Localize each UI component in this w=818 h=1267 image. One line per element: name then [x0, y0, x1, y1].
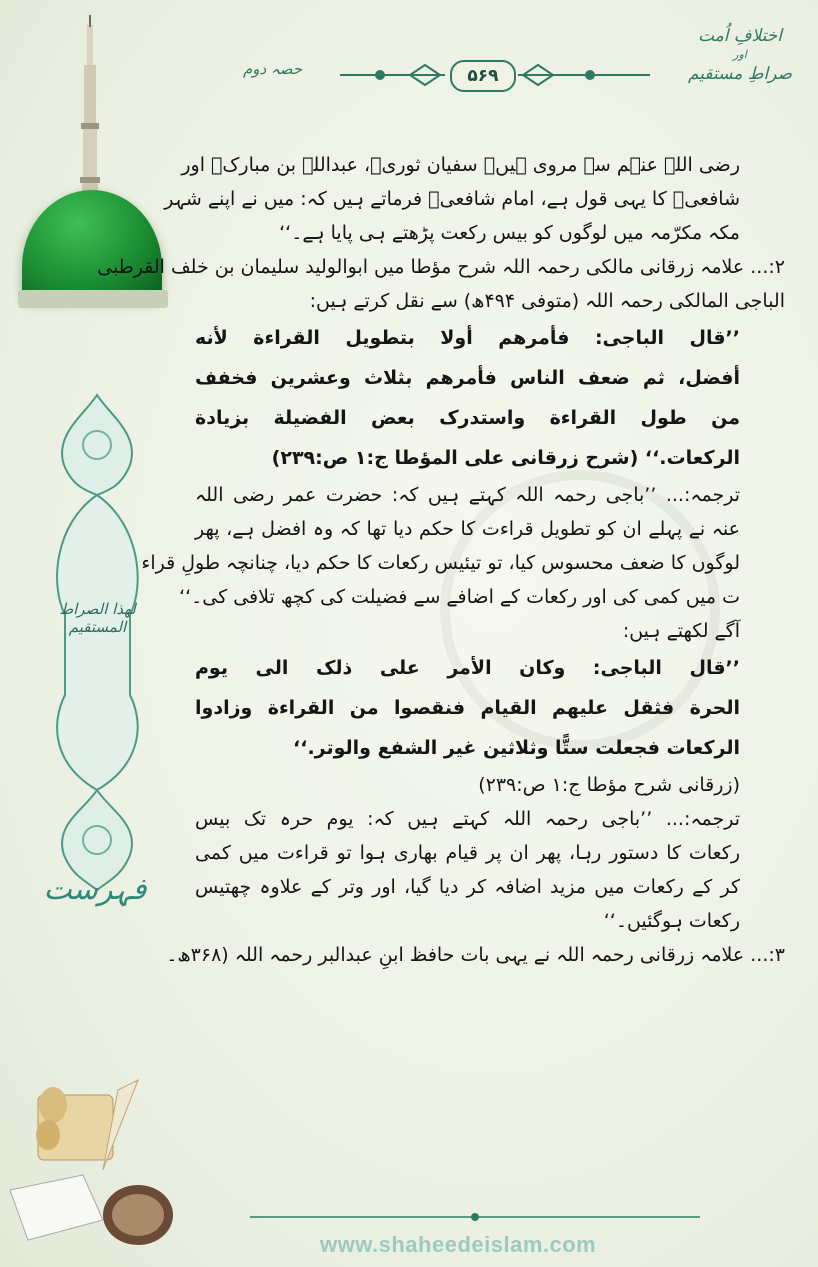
minaret-illustration [75, 15, 105, 215]
arabic-quote-line: من طول القراءة واستدرک بعض الفضيلة بزيادة [195, 407, 740, 429]
text-line: عنہ نے پہلے ان کو تطویل قراءت کا حکم دیا تھا کہ وہ افضل ہے، پھر [195, 518, 740, 540]
footer-divider [250, 1212, 700, 1222]
text-line: ترجمہ:... ’’باجی رحمہ اللہ کہتے ہیں کہ: حضرت عمر رضی اللہ [195, 484, 740, 506]
arabic-quote-line: ’’قال الباجی: فأمرهم أولا بتطويل القراءة لأنه [195, 327, 740, 349]
page-number: ۵۶۹ [450, 60, 516, 92]
book-title-line3: صراطِ مستقیم [687, 64, 793, 84]
dome-base [18, 290, 168, 308]
text-line: ت میں کمی کی اور رکعات کے اضافے سے فضیلت کی کچھ تلافی کی۔‘‘ [179, 586, 740, 608]
page-number-banner [340, 55, 650, 95]
section-label: حصہ دوم [243, 60, 303, 78]
book-title-line2: اور [733, 48, 747, 61]
citation-line: (زرقانی شرح مؤطا ج:۱ ص:۲۳۹) [478, 774, 740, 796]
text-line: الباجی المالکی رحمہ اللہ (متوفی ۴۹۴ھ) سے نقل کرتے ہیں: [309, 290, 785, 312]
text-line: ۲:... علامہ زرقانی مالکی رحمہ اللہ شرح مؤطا میں ابوالولید سلیمان بن خلف القرطبی [97, 256, 785, 278]
decorative-ornament [50, 395, 145, 890]
website-url[interactable]: www.shaheedeislam.com [320, 1232, 597, 1257]
contents-link[interactable]: فہرست [43, 872, 147, 907]
text-line: رضی اللہ عنہم سے مروی ہیں۔ سفیان ثوریؒ، عبداللہ بن مبارکؒ اور [181, 154, 740, 176]
arabic-quote-line: ’’قال الباجی: وكان الأمر على ذلک الی يوم [195, 657, 740, 679]
book-title [680, 22, 800, 88]
text-line: شافعیؒ کا یہی قول ہے، امام شافعیؒ فرماتے ہیں کہ: میں نے اپنے شہر [164, 188, 740, 210]
text-line: ترجمہ:... ’’باجی رحمہ اللہ کہتے ہیں کہ: یوم حرہ تک بیس [195, 808, 740, 830]
ornament-label: لھذا الصراط المستقیم [59, 600, 136, 636]
arabic-quote-line: الركعات.‘‘ (شرح زرقانی علی المؤطا ج:۱ ص:۲۳۹) [271, 447, 740, 469]
text-line: آگے لکھتے ہیں: [622, 620, 740, 642]
arabic-quote-line: الحرة فثقل عليهم القيام فنقصوا من القراءة وزادوا [195, 697, 740, 719]
text-line: رکعات ہوگئیں۔‘‘ [603, 910, 740, 932]
text-line: لوگوں کا ضعف محسوس کیا، تو تیئیس رکعات کا حکم دیا، چنانچہ طولِ قراء [141, 552, 740, 574]
arabic-quote-line: الركعات فجعلت ستًّا وثلاثين غير الشفع والوتر.‘‘ [293, 737, 740, 759]
scrolls-and-quill-illustration [8, 1075, 178, 1250]
arabic-quote-line: أفضل، ثم ضعف الناس فأمرهم بثلاث وعشرين فخفف [195, 367, 740, 389]
book-title-line1: اختلافِ اُمت [697, 26, 783, 46]
sidebar [0, 0, 190, 1267]
text-line: ۳:... علامہ زرقانی رحمہ اللہ نے یہی بات حافظ ابنِ عبدالبر رحمہ اللہ (۳۶۸ھ۔ [166, 944, 785, 966]
text-line: مکہ مکرّمہ میں لوگوں کو بیس رکعت پڑھتے ہی پایا ہے۔‘‘ [279, 222, 740, 244]
text-line: رکعات کا دستور رہا، پھر ان پر قیام بھاری ہوا تو قراءت میں کمی [195, 842, 740, 864]
text-line: کر کے رکعات میں مزید اضافہ کر دیا گیا، اور وتر کے علاوہ چھتیس [195, 876, 740, 898]
